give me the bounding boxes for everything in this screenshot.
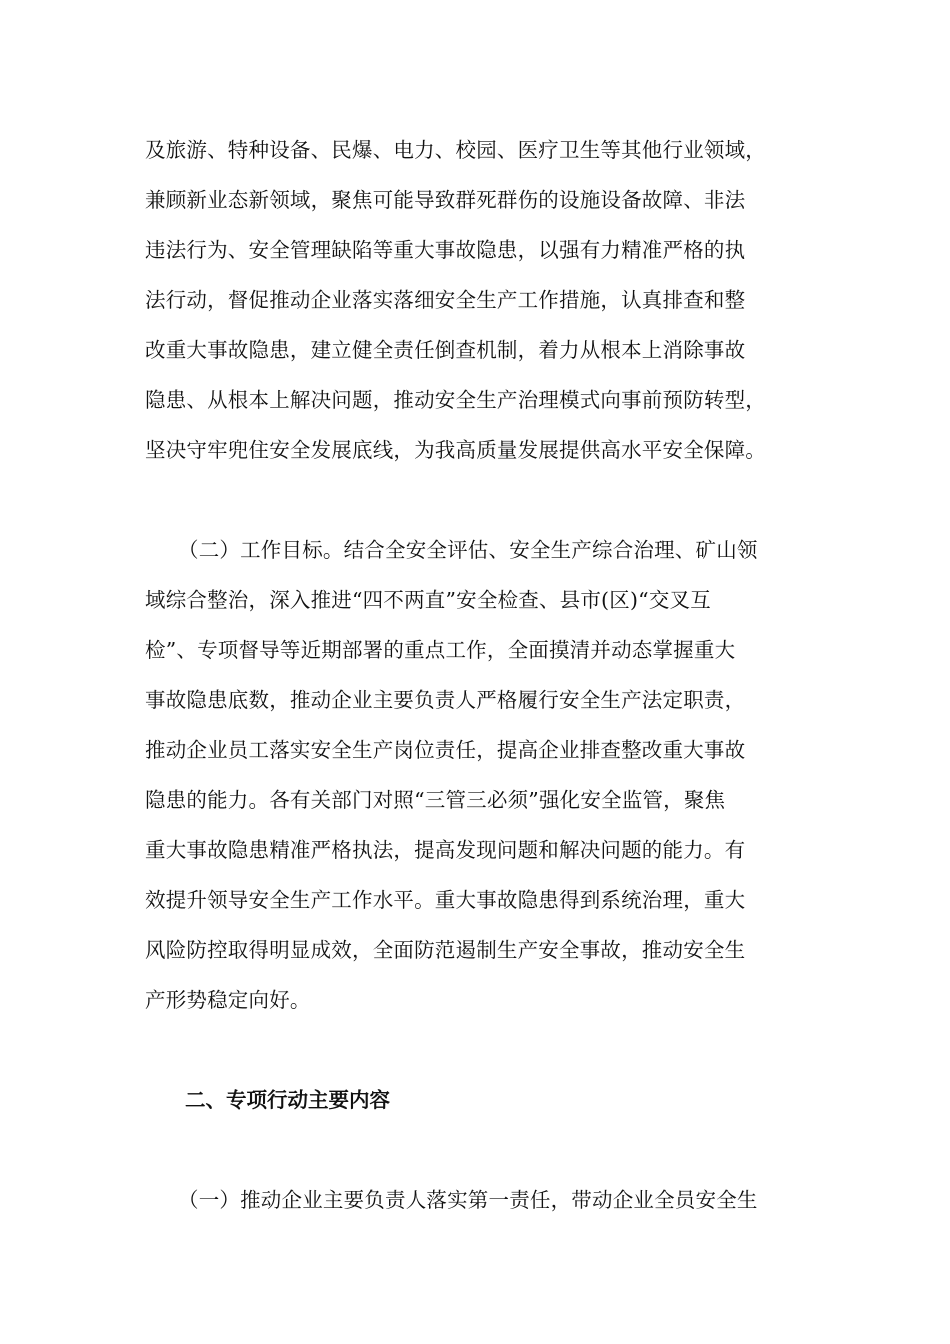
text-line: 违法行为、安全管理缺陷等重大事故隐患，以强有力精准严格的执	[145, 238, 746, 262]
text-line: 法行动，督促推动企业落实落细安全生产工作措施，认真排查和整	[145, 288, 746, 312]
text-line: 事故隐患底数，推动企业主要负责人严格履行安全生产法定职责，	[145, 688, 746, 712]
text-line: 检”、专项督导等近期部署的重点工作，全面摸清并动态掌握重大	[145, 638, 736, 662]
text-line: 隐患的能力。各有关部门对照“三管三必须”强化安全监管，聚焦	[145, 788, 726, 812]
text-line: 产形势稳定向好。	[145, 988, 311, 1012]
text-line: 改重大事故隐患，建立健全责任倒查机制，着力从根本上消除事故	[145, 338, 746, 362]
text-line: 域综合整治，深入推进“四不两直”安全检查、县市(区)“交叉互	[145, 588, 711, 612]
text-line: 推动企业员工落实安全生产岗位责任，提高企业排查整改重大事故	[145, 738, 746, 762]
text-line: 隐患、从根本上解决问题，推动安全生产治理模式向事前预防转型，	[145, 388, 766, 412]
text-line: 效提升领导安全生产工作水平。重大事故隐患得到系统治理，重大	[145, 888, 746, 912]
section-heading: 二、专项行动主要内容	[185, 1088, 390, 1112]
text-line: （一）推动企业主要负责人落实第一责任，带动企业全员安全生	[178, 1188, 758, 1212]
text-line: 风险防控取得明显成效，全面防范遏制生产安全事故，推动安全生	[145, 938, 746, 962]
text-line: 及旅游、特种设备、民爆、电力、校园、医疗卫生等其他行业领域，	[145, 138, 766, 162]
text-line: （二）工作目标。结合全安全评估、安全生产综合治理、矿山领	[178, 538, 758, 562]
text-line: 坚决守牢兜住安全发展底线，为我高质量发展提供高水平安全保障。	[145, 438, 766, 462]
text-line: 重大事故隐患精准严格执法，提高发现问题和解决问题的能力。有	[145, 838, 746, 862]
text-line: 兼顾新业态新领域，聚焦可能导致群死群伤的设施设备故障、非法	[145, 188, 746, 212]
